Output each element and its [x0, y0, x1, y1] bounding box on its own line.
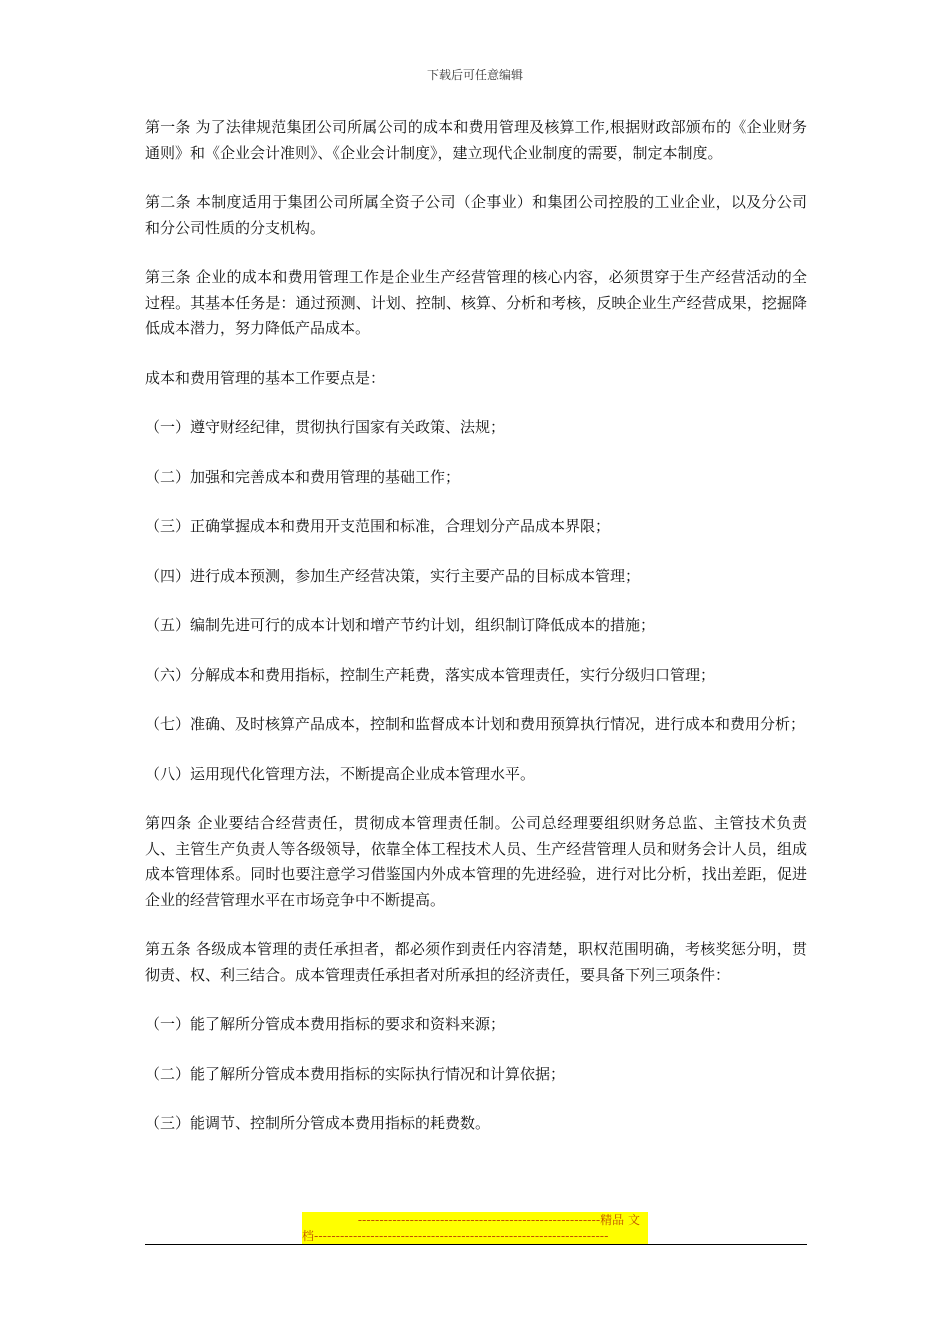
key-point-1: （一）遵守财经纪律，贯彻执行国家有关政策、法规； — [145, 418, 506, 436]
document-body — [145, 115, 807, 1161]
key-points-heading: 成本和费用管理的基本工作要点是： — [145, 368, 386, 387]
article-2-paragraph: 第二条 本制度适用于集团公司所属全资子公司（企事业）和集团公司控股的工业企业，以及分公司和分公司性质的分支机构。 — [145, 193, 807, 237]
footer-banner-line-2: 档-------------------------------------------------------------------- — [302, 1229, 609, 1243]
key-point-8: （八）运用现代化管理方法，不断提高企业成本管理水平。 — [145, 764, 536, 783]
key-point-5: （五）编制先进可行的成本计划和增产节约计划，组织制订降低成本的措施； — [145, 616, 656, 634]
condition-3: （三）能调节、控制所分管成本费用指标的耗费数。 — [145, 1114, 491, 1132]
article-4-paragraph: 第四条 企业要结合经营责任，贯彻成本管理责任制。公司总经理要组织财务总监、主管技术负责人、主管生产负责人等各级领导，依靠全体工程技术人员、生产经营管理人员和财务会计人员，组成成本管理体系。同时也要注意学习借鉴国内外成本管理的先进经验，进行对比分析，找出差距，促进企业的经营管理水平在市场竞争中不断提高。 — [145, 814, 807, 909]
key-point-2: （二）加强和完善成本和费用管理的基础工作； — [145, 467, 461, 486]
footer-divider — [145, 1244, 807, 1245]
condition-2: （二）能了解所分管成本费用指标的实际执行情况和计算依据； — [145, 1064, 566, 1083]
key-point-6: （六）分解成本和费用指标，控制生产耗费，落实成本管理责任，实行分级归口管理； — [145, 665, 716, 684]
key-point-7: （七）准确、及时核算产品成本，控制和监督成本计划和费用预算执行情况，进行成本和费用分析； — [145, 715, 806, 733]
condition-1: （一）能了解所分管成本费用指标的要求和资料来源； — [145, 1015, 506, 1033]
key-point-4: （四）进行成本预测，参加生产经营决策，实行主要产品的目标成本管理； — [145, 566, 641, 585]
article-5-paragraph: 第五条 各级成本管理的责任承担者，都必须作到责任内容清楚，职权范围明确，考核奖惩分明，贯彻责、权、利三结合。成本管理责任承担者对所承担的经济责任，要具备下列三项条件： — [145, 940, 807, 984]
article-1-paragraph: 第一条 为了法律规范集团公司所属公司的成本和费用管理及核算工作,根据财政部颁布的《企业财务通则》和《企业会计准则》、《企业会计制度》，建立现代企业制度的需要，制定本制度。 — [145, 118, 807, 162]
header-note: 下载后可任意编辑 — [426, 68, 523, 82]
footer-watermark-banner — [302, 1212, 648, 1244]
article-3-paragraph: 第三条 企业的成本和费用管理工作是企业生产经营管理的核心内容，必须贯穿于生产经营活动的全过程。其基本任务是：通过预测、计划、控制、核算、分析和考核，反映企业生产经营成果，挖掘降低成本潜力，努力降低产品成本。 — [145, 268, 807, 337]
key-point-3: （三）正确掌握成本和费用开支范围和标准，合理划分产品成本界限； — [145, 517, 611, 535]
footer-banner-line-1: --------------------------------------------------------精品 文 — [357, 1213, 640, 1227]
